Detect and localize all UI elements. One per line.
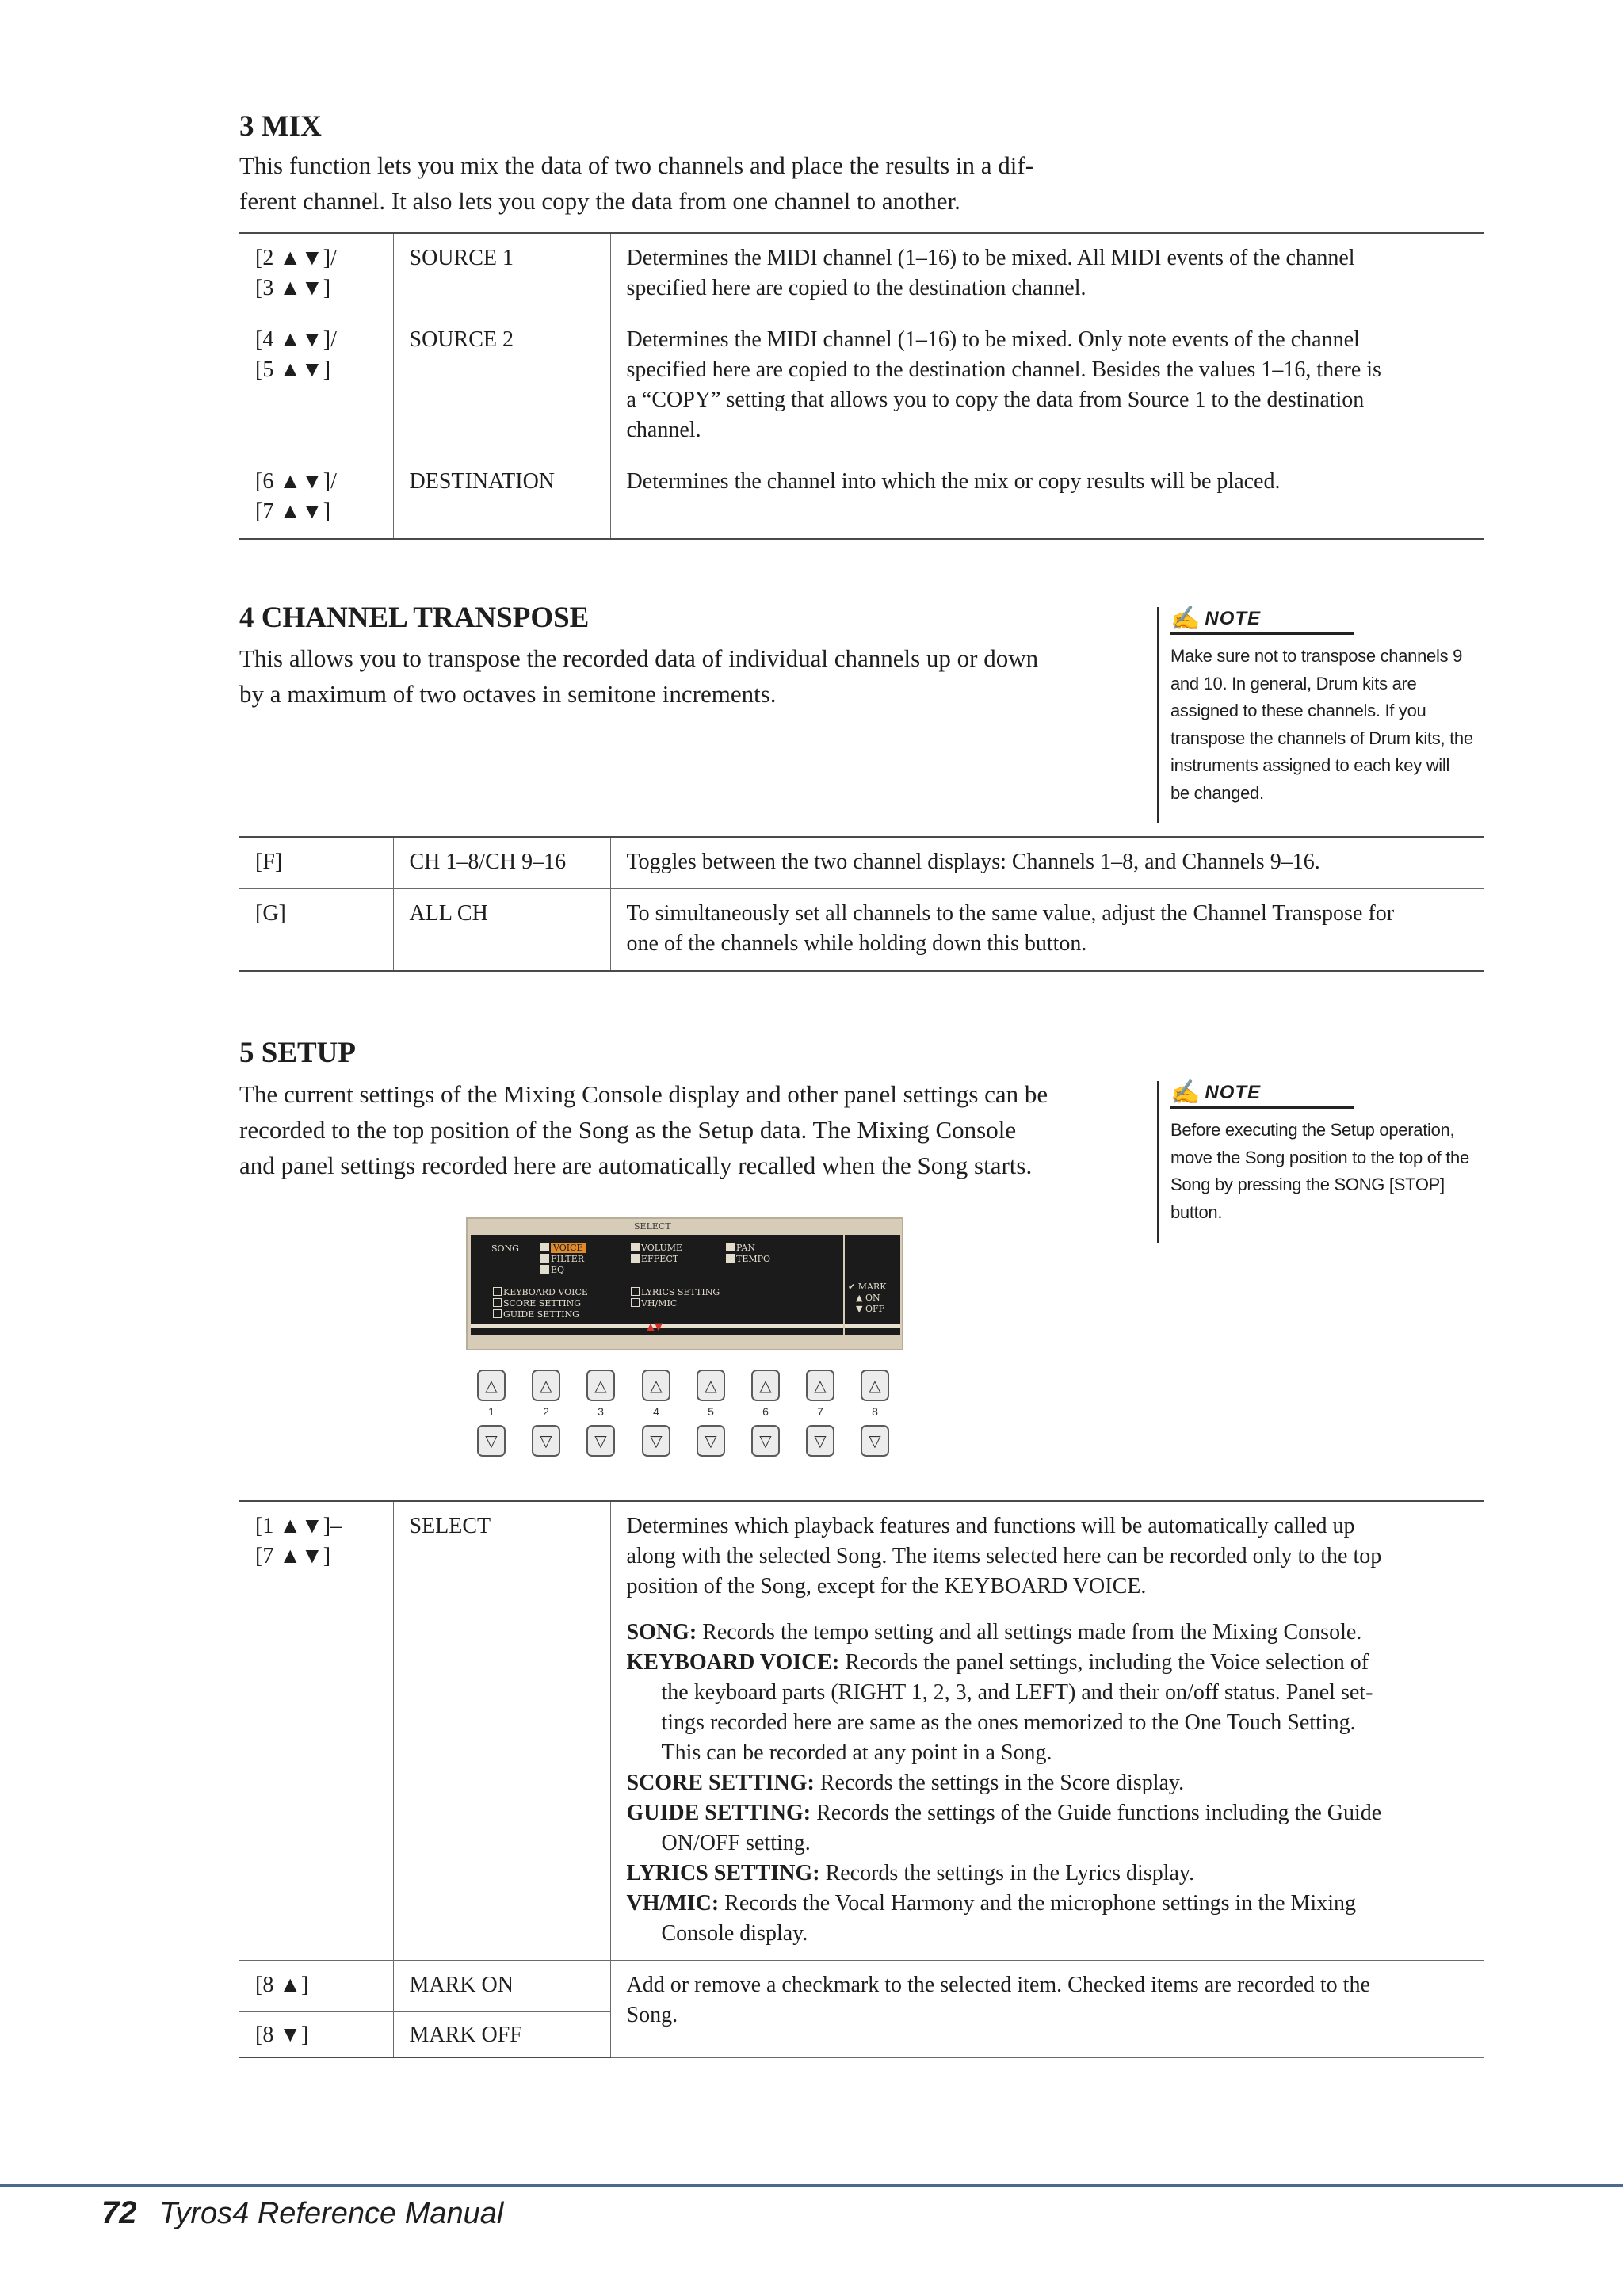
- page-footer: [101, 2195, 503, 2231]
- display-item-voice[interactable]: VOICE: [540, 1243, 586, 1253]
- checkbox-icon: [631, 1298, 640, 1307]
- note-title: NOTE: [1205, 608, 1262, 629]
- down-triangle-icon: ▼: [856, 1304, 865, 1314]
- button-number: 8: [872, 1405, 878, 1418]
- button-8-down[interactable]: [861, 1425, 889, 1457]
- parameter-desc: Determines the MIDI channel (1–16) to be mixed. Only note events of the channel specified here are copied to the destination channel. Besides the values 1–16, there is a “COPY” setting that allows you to copy the data from Source 1 to the destination channel.: [610, 315, 1484, 457]
- scroll-arrows-icon: ▲▼: [647, 1321, 663, 1333]
- button-2-up[interactable]: [532, 1370, 560, 1401]
- checkbox-icon: [540, 1243, 549, 1251]
- display-divider: [845, 1324, 900, 1328]
- pencil-icon: ✍: [1170, 606, 1201, 632]
- button-5-up[interactable]: [697, 1370, 725, 1401]
- down-triangle-icon: ▽: [705, 1431, 717, 1450]
- parameter-name: MARK OFF: [393, 2012, 610, 2058]
- parameter-name: ALL CH: [393, 889, 610, 972]
- button-cell: [1 ▲▼]– [7 ▲▼]: [239, 1501, 393, 1961]
- note-box-transpose: [1157, 607, 1503, 823]
- checkbox-icon: [493, 1287, 502, 1296]
- display-song-label: SONG: [491, 1244, 519, 1254]
- table-row: [239, 889, 1484, 972]
- up-triangle-icon: △: [594, 1376, 607, 1395]
- table-row: [239, 457, 1484, 540]
- down-triangle-icon: ▽: [869, 1431, 881, 1450]
- display-item-guide-setting[interactable]: GUIDE SETTING: [493, 1309, 579, 1320]
- button-5-down[interactable]: [697, 1425, 725, 1457]
- table-row: [239, 837, 1484, 889]
- down-triangle-icon: ▽: [540, 1431, 552, 1450]
- display-item-eq[interactable]: EQ: [540, 1265, 564, 1275]
- transpose-intro: This allows you to transpose the recorded data of individual channels up or down by a maximum of two octaves in semitone increments.: [239, 644, 1039, 708]
- button-4-up[interactable]: [642, 1370, 670, 1401]
- mix-intro: This function lets you mix the data of two channels and place the results in a dif- ferent channel. It also lets you copy the data from one channel to another.: [239, 151, 1034, 215]
- checkbox-icon: [540, 1254, 549, 1263]
- note-title: NOTE: [1205, 1082, 1262, 1103]
- parameter-name: SOURCE 1: [393, 233, 610, 315]
- down-triangle-icon: ▽: [594, 1431, 607, 1450]
- down-triangle-icon: ▽: [650, 1431, 663, 1450]
- button-2-down[interactable]: [532, 1425, 560, 1457]
- checkmark-icon: ✔: [848, 1282, 858, 1292]
- button-number: 7: [817, 1405, 823, 1418]
- display-item-tempo[interactable]: TEMPO: [726, 1254, 770, 1264]
- footer-rule: [0, 2184, 1623, 2187]
- parameter-name: MARK ON: [393, 1961, 610, 2012]
- table-row: [239, 315, 1484, 457]
- checkbox-icon: [631, 1287, 640, 1296]
- section-heading-channel-transpose: 4 CHANNEL TRANSPOSE: [239, 602, 590, 634]
- up-triangle-icon: △: [759, 1376, 772, 1395]
- button-cell: [G]: [239, 889, 393, 972]
- down-triangle-icon: ▽: [814, 1431, 827, 1450]
- parameter-name: SELECT: [393, 1501, 610, 1961]
- down-triangle-icon: ▽: [485, 1431, 498, 1450]
- down-triangle-icon: ▽: [759, 1431, 772, 1450]
- pencil-icon: ✍: [1170, 1079, 1201, 1106]
- button-6-up[interactable]: [751, 1370, 780, 1401]
- button-8-up[interactable]: [861, 1370, 889, 1401]
- button-number: 4: [653, 1405, 659, 1418]
- display-item-pan[interactable]: PAN: [726, 1243, 755, 1253]
- up-triangle-icon: △: [485, 1376, 498, 1395]
- note-text: Make sure not to transpose channels 9 and 10. In general, Drum kits are assigned to these channels. If you transpose the channels of Drum kits, the instruments assigned to each key will be changed.: [1170, 646, 1473, 803]
- up-triangle-icon: △: [650, 1376, 663, 1395]
- button-cell: [8 ▲]: [239, 1961, 393, 2012]
- button-number: 2: [543, 1405, 549, 1418]
- display-item-vh-mic[interactable]: VH/MIC: [631, 1298, 677, 1308]
- parameter-desc: To simultaneously set all channels to the same value, adjust the Channel Transpose for one of the channels while holding down this button.: [610, 889, 1484, 972]
- table-row: [239, 1961, 1484, 2012]
- table-row: [239, 1501, 1484, 1961]
- parameter-desc: Determines the MIDI channel (1–16) to be mixed. All MIDI events of the channel specified here are copied to the destination channel.: [610, 233, 1484, 315]
- parameter-desc: Toggles between the two channel displays: Channels 1–8, and Channels 9–16.: [610, 837, 1484, 889]
- parameter-name: DESTINATION: [393, 457, 610, 540]
- manual-title: Tyros4 Reference Manual: [158, 2197, 504, 2230]
- display-mark-off[interactable]: ▼ OFF: [856, 1304, 885, 1314]
- button-3-down[interactable]: [586, 1425, 615, 1457]
- up-triangle-icon: △: [814, 1376, 827, 1395]
- display-title: SELECT: [634, 1221, 671, 1232]
- checkbox-icon: [493, 1309, 502, 1318]
- checkbox-icon: [726, 1254, 735, 1263]
- button-1-down[interactable]: [477, 1425, 506, 1457]
- button-number: 6: [762, 1405, 769, 1418]
- parameter-name: CH 1–8/CH 9–16: [393, 837, 610, 889]
- note-box-setup: [1157, 1081, 1503, 1243]
- section-heading-mix: 3 MIX: [239, 110, 322, 143]
- section-heading-setup: 5 SETUP: [239, 1037, 357, 1069]
- button-cell: [8 ▼]: [239, 2012, 393, 2058]
- display-item-keyboard-voice[interactable]: KEYBOARD VOICE: [493, 1287, 588, 1297]
- display-mark-on[interactable]: ▲ ON: [856, 1293, 880, 1303]
- parameter-name: SOURCE 2: [393, 315, 610, 457]
- up-triangle-icon: △: [869, 1376, 881, 1395]
- up-triangle-icon: △: [705, 1376, 717, 1395]
- button-number: 5: [708, 1405, 714, 1418]
- button-number: 3: [598, 1405, 604, 1418]
- button-7-down[interactable]: [806, 1425, 834, 1457]
- button-cell: [2 ▲▼]/ [3 ▲▼]: [239, 233, 393, 315]
- display-item-effect[interactable]: EFFECT: [631, 1254, 678, 1264]
- checkbox-icon: [631, 1243, 640, 1251]
- up-triangle-icon: ▲: [856, 1293, 865, 1303]
- display-item-volume[interactable]: VOLUME: [631, 1243, 682, 1253]
- note-text: Before executing the Setup operation, move the Song position to the top of the Song by pressing the SONG [STOP] button.: [1170, 1120, 1469, 1222]
- parameter-desc: Determines which playback features and functions will be automatically called up along with the selected Song. The items selected here can be recorded only to the top position of the Song, except for the KEYBOARD VOICE. SONG: Records the tempo setting and all settings made from the Mixing Console. KEYBOARD VOICE: Records the panel settings, including the Voice selection of the keyboard parts (RIGHT 1, 2, 3, and LEFT) and their on/off status. Panel set- tings recorded here are same as the ones memorized to the One Touch Setting. This can be recorded at any point in a Song. SCORE SETTING: Records the settings in the Score display. GUIDE SETTING: Records the settings of the Guide functions including the Guide ON/OFF setting. LYRICS SETTING: Records the settings in the Lyrics display. VH/MIC: Records the Vocal Harmony and the microphone settings in the Mixing Console display.: [610, 1501, 1484, 1961]
- button-cell: [4 ▲▼]/ [5 ▲▼]: [239, 315, 393, 457]
- checkbox-icon: [540, 1265, 549, 1274]
- display-item-score-setting[interactable]: SCORE SETTING: [493, 1298, 581, 1308]
- button-cell: [F]: [239, 837, 393, 889]
- page-number: 72: [101, 2195, 137, 2230]
- transpose-table: [239, 836, 1484, 972]
- setup-table: [239, 1500, 1484, 2058]
- button-number: 1: [488, 1405, 495, 1418]
- button-3-up[interactable]: [586, 1370, 615, 1401]
- parameter-desc: Add or remove a checkmark to the selected item. Checked items are recorded to the Song.: [610, 1961, 1484, 2058]
- button-1-up[interactable]: [477, 1370, 506, 1401]
- up-triangle-icon: △: [540, 1376, 552, 1395]
- parameter-desc: Determines the channel into which the mix or copy results will be placed.: [610, 457, 1484, 540]
- checkbox-icon: [631, 1254, 640, 1263]
- setup-display-screen: [466, 1217, 903, 1350]
- setup-intro: The current settings of the Mixing Console display and other panel settings can be recorded to the top position of the Song as the Setup data. The Mixing Console and panel settings recorded here are automatically recalled when the Song starts.: [239, 1080, 1048, 1179]
- button-6-down[interactable]: [751, 1425, 780, 1457]
- mix-table: [239, 232, 1484, 540]
- checkbox-icon: [726, 1243, 735, 1251]
- table-row: [239, 233, 1484, 315]
- button-cell: [6 ▲▼]/ [7 ▲▼]: [239, 457, 393, 540]
- checkbox-icon: [493, 1298, 502, 1307]
- display-item-lyrics-setting[interactable]: LYRICS SETTING: [631, 1287, 720, 1297]
- button-7-up[interactable]: [806, 1370, 834, 1401]
- display-item-filter[interactable]: FILTER: [540, 1254, 584, 1264]
- display-mark-label: ✔ MARK: [848, 1282, 887, 1292]
- button-4-down[interactable]: [642, 1425, 670, 1457]
